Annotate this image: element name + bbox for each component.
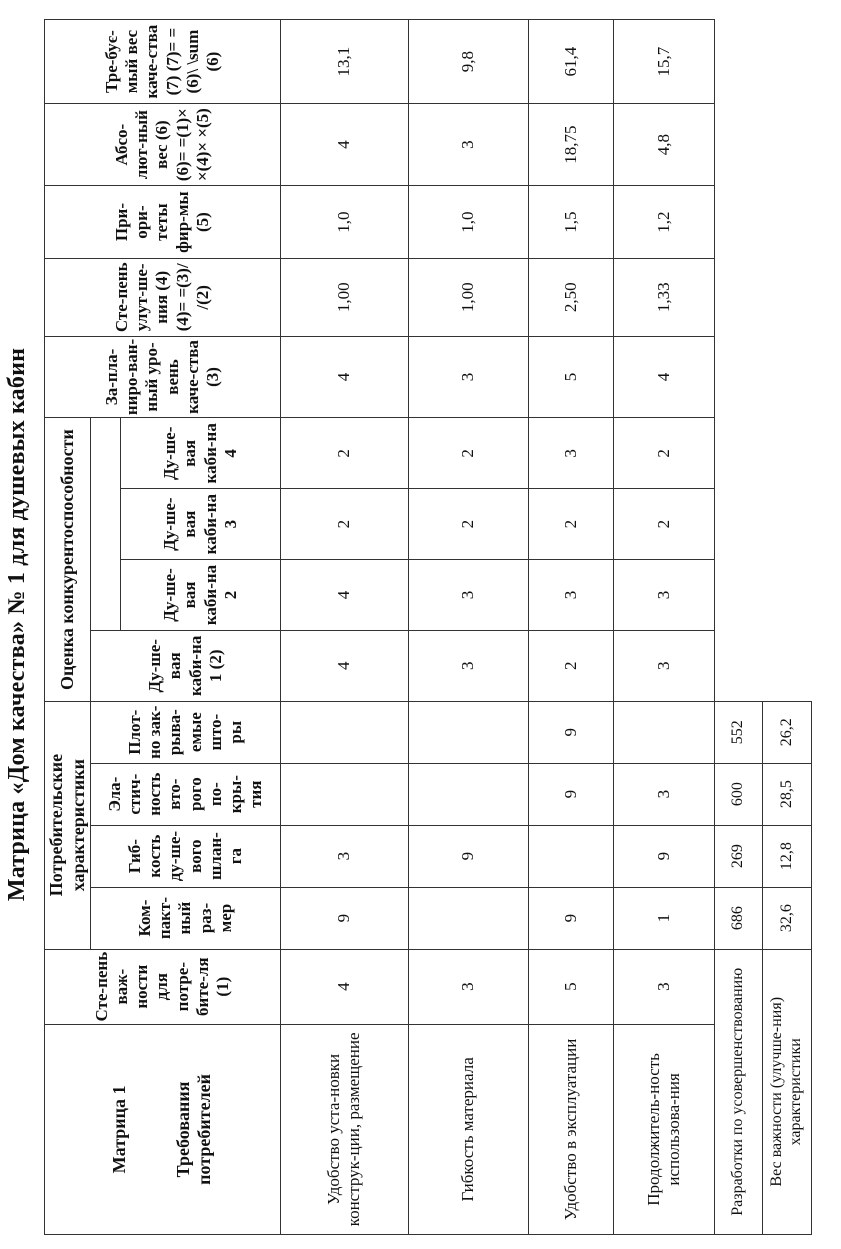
development-value-cell: 600 bbox=[714, 763, 762, 825]
firm-priority-cell: 1,5 bbox=[529, 186, 613, 259]
cabin-score-cell: 3 bbox=[408, 560, 528, 631]
improvement-degree-header: Сте-пень улут-ше-ния (4) (4)= =(3)/ /(2) bbox=[45, 259, 281, 336]
cabin-score-cell: 3 bbox=[529, 418, 613, 489]
development-value-cell: 686 bbox=[714, 887, 762, 949]
char-value-cell bbox=[281, 763, 409, 825]
requirements-header: Требования потребителей bbox=[173, 1073, 215, 1185]
cabin-score-cell: 2 bbox=[281, 418, 409, 489]
planned-level-cell: 4 bbox=[613, 336, 714, 418]
cabin-score-cell: 3 bbox=[408, 630, 528, 701]
firm-priority-cell: 1,2 bbox=[613, 186, 714, 259]
improvement-degree-cell: 1,33 bbox=[613, 259, 714, 336]
development-value-cell: 552 bbox=[714, 701, 762, 763]
char-value-cell bbox=[408, 701, 528, 763]
planned-level-header: За-пла-нирo-ван-ный уро-вень каче-ства (3) bbox=[45, 336, 281, 418]
page-title: Матрица «Дом качества» № 1 для душевых кабин bbox=[4, 347, 30, 902]
required-weight-cell: 15,7 bbox=[613, 20, 714, 104]
char-value-cell: 9 bbox=[529, 701, 613, 763]
improvement-degree-cell: 2,50 bbox=[529, 259, 613, 336]
cabin-2-header: Ду-ше-вая каби-на 2 bbox=[121, 560, 281, 631]
weights-label: Вес важности (улучше-ния) характеристики bbox=[762, 949, 811, 1234]
requirement-cell: Продолжитель-ность использова-ния bbox=[613, 1024, 714, 1234]
blank-area bbox=[714, 20, 762, 702]
weight-value-cell: 26,2 bbox=[762, 701, 811, 763]
cabin-score-cell: 3 bbox=[613, 630, 714, 701]
competitiveness-header: Оценка конкурентоспособности bbox=[45, 418, 91, 701]
char-elasticity-header: Эла-стич-ность вто-рого по-кры-тия bbox=[91, 763, 281, 825]
char-value-cell: 9 bbox=[281, 887, 409, 949]
cabin-score-cell: 2 bbox=[529, 630, 613, 701]
importance-cell: 4 bbox=[281, 949, 409, 1024]
char-value-cell: 9 bbox=[529, 763, 613, 825]
char-value-cell: 9 bbox=[529, 887, 613, 949]
importance-cell: 3 bbox=[613, 949, 714, 1024]
matrix-header bbox=[45, 1024, 281, 1234]
weight-value-cell: 28,5 bbox=[762, 763, 811, 825]
firm-priority-cell: 1,0 bbox=[408, 186, 528, 259]
table-row bbox=[408, 20, 528, 1235]
header-row-1 bbox=[45, 20, 91, 1235]
requirement-cell: Гибкость материала bbox=[408, 1024, 528, 1234]
importance-header: Сте-пень важ-ности для потре-бите-ля (1) bbox=[45, 949, 281, 1024]
firm-priority-cell: 1,0 bbox=[281, 186, 409, 259]
improvement-degree-cell: 1,00 bbox=[281, 259, 409, 336]
planned-level-cell: 4 bbox=[281, 336, 409, 418]
cabin-spacer bbox=[91, 418, 121, 630]
table-row bbox=[281, 20, 409, 1235]
char-value-cell: 3 bbox=[281, 825, 409, 887]
char-curtains-header: Плот-но зак-рыва-емые што-ры bbox=[91, 701, 281, 763]
required-weight-cell: 9,8 bbox=[408, 20, 528, 104]
quality-house-matrix bbox=[44, 19, 812, 1235]
planned-level-cell: 5 bbox=[529, 336, 613, 418]
cabin-4-header: Ду-ше-вая каби-на 4 bbox=[121, 418, 281, 489]
developments-row bbox=[714, 20, 762, 1235]
absolute-weight-header: Абсо-лют-ный вес (6) (6)= =(1)× ×(4)× ×(5) bbox=[45, 104, 281, 186]
cabin-score-cell: 3 bbox=[529, 560, 613, 631]
char-value-cell bbox=[281, 701, 409, 763]
improvement-degree-cell: 1,00 bbox=[408, 259, 528, 336]
char-value-cell: 3 bbox=[613, 763, 714, 825]
required-weight-cell: 61,4 bbox=[529, 20, 613, 104]
absolute-weight-cell: 4,8 bbox=[613, 104, 714, 186]
cabin-score-cell: 2 bbox=[281, 489, 409, 560]
cabin-score-cell: 2 bbox=[613, 489, 714, 560]
weights-row bbox=[762, 20, 811, 1235]
char-value-cell: 9 bbox=[408, 825, 528, 887]
requirement-cell: Удобство уста-новки конструк-ции, размещение bbox=[281, 1024, 409, 1234]
blank-area bbox=[762, 20, 811, 702]
char-flexibility-header: Гиб-кость ду-ше-вого шлан-га bbox=[91, 825, 281, 887]
weight-value-cell: 32,6 bbox=[762, 887, 811, 949]
cabin-score-cell: 2 bbox=[529, 489, 613, 560]
absolute-weight-cell: 18,75 bbox=[529, 104, 613, 186]
cabin-score-cell: 3 bbox=[613, 560, 714, 631]
absolute-weight-cell: 3 bbox=[408, 104, 528, 186]
developments-label: Разработки по усовершенствованию bbox=[714, 949, 762, 1234]
char-value-cell bbox=[613, 701, 714, 763]
char-compact-header: Ком-пакт-ный раз-мер bbox=[91, 887, 281, 949]
importance-cell: 3 bbox=[408, 949, 528, 1024]
cabin-score-cell: 2 bbox=[408, 418, 528, 489]
planned-level-cell: 3 bbox=[408, 336, 528, 418]
required-weight-cell: 13,1 bbox=[281, 20, 409, 104]
weight-value-cell: 12,8 bbox=[762, 825, 811, 887]
requirement-cell: Удобство в эксплуатации bbox=[529, 1024, 613, 1234]
table-row bbox=[529, 20, 613, 1235]
required-weight-header: Тре-бує-мый вес каче-ства (7) (7)= =(6)\ \sum (6) bbox=[45, 20, 281, 104]
cabin-score-cell: 2 bbox=[408, 489, 528, 560]
matrix-label: Матрица 1 bbox=[109, 1085, 130, 1174]
cabin-1-header: Ду-ше-вая каби-на 1 (2) bbox=[91, 630, 281, 701]
importance-cell: 5 bbox=[529, 949, 613, 1024]
char-value-cell bbox=[529, 825, 613, 887]
cabin-score-cell: 4 bbox=[281, 630, 409, 701]
cabin-3-header: Ду-ше-вая каби-на 3 bbox=[121, 489, 281, 560]
consumer-characteristics-header: Потребительские характеристики bbox=[45, 701, 91, 949]
table-row bbox=[613, 20, 714, 1235]
absolute-weight-cell: 4 bbox=[281, 104, 409, 186]
char-value-cell: 9 bbox=[613, 825, 714, 887]
firm-priorities-header: При-ори-теты фир-мы (5) bbox=[45, 186, 281, 259]
char-value-cell bbox=[408, 887, 528, 949]
cabin-score-cell: 4 bbox=[281, 560, 409, 631]
char-value-cell: 1 bbox=[613, 887, 714, 949]
development-value-cell: 269 bbox=[714, 825, 762, 887]
cabin-score-cell: 2 bbox=[613, 418, 714, 489]
char-value-cell bbox=[408, 763, 528, 825]
